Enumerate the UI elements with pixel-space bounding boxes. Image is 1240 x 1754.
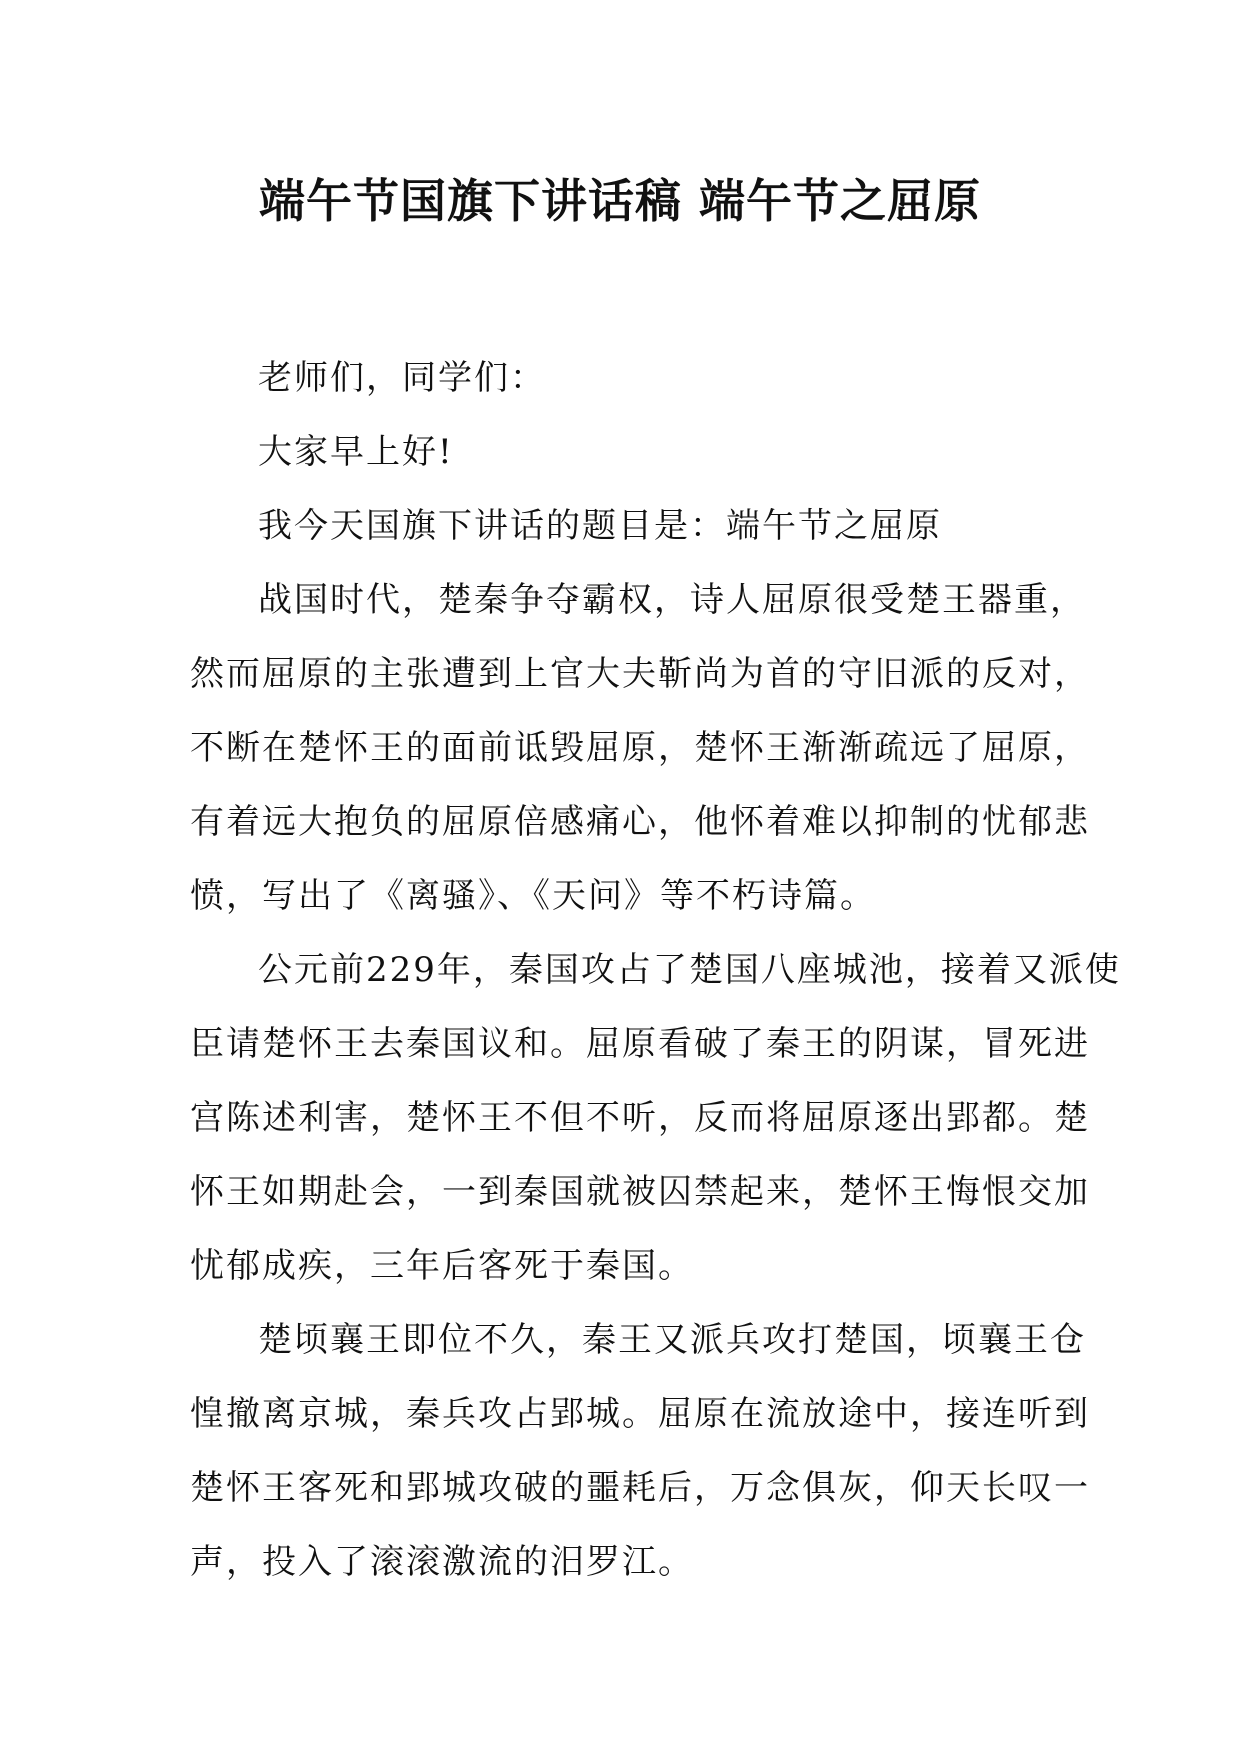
text-line: 怀王如期赴会，一到秦国就被囚禁起来，楚怀王悔恨交加 xyxy=(190,1172,1090,1212)
document-title: 端午节国旗下讲话稿 端午节之屈原 xyxy=(258,174,981,228)
text-line: 忧郁成疾，三年后客死于秦国。 xyxy=(190,1246,694,1286)
text-line: 公元前229年，秦国攻占了楚国八座城池，接着又派使 xyxy=(258,950,1121,990)
text-line: 臣请楚怀王去秦国议和。屈原看破了秦王的阴谋，冒死进 xyxy=(190,1024,1090,1064)
text-line: 有着远大抱负的屈原倍感痛心，他怀着难以抑制的忧郁悲 xyxy=(190,802,1090,842)
text-line: 楚顷襄王即位不久，秦王又派兵攻打楚国，顷襄王仓 xyxy=(258,1320,1086,1360)
text-line: 战国时代，楚秦争夺霸权，诗人屈原很受楚王器重， xyxy=(258,580,1086,620)
text-line: 老师们，同学们： xyxy=(258,358,546,398)
document-body xyxy=(190,341,1121,1599)
text-line: 宫陈述利害，楚怀王不但不听，反而将屈原逐出郢都。楚 xyxy=(190,1098,1090,1138)
text-line: 不断在楚怀王的面前诋毁屈原，楚怀王渐渐疏远了屈原， xyxy=(190,728,1090,768)
text-line: 我今天国旗下讲话的题目是：端午节之屈原 xyxy=(258,506,942,546)
text-line: 楚怀王客死和郢城攻破的噩耗后，万念俱灰，仰天长叹一 xyxy=(190,1468,1090,1508)
text-line: 声，投入了滚滚激流的汨罗江。 xyxy=(190,1542,694,1582)
text-line: 然而屈原的主张遭到上官大夫靳尚为首的守旧派的反对， xyxy=(190,654,1090,694)
text-line: 惶撤离京城，秦兵攻占郢城。屈原在流放途中，接连听到 xyxy=(190,1394,1090,1434)
text-line: 愤，写出了《离骚》、《天问》等不朽诗篇。 xyxy=(190,876,876,916)
text-line: 大家早上好! xyxy=(258,432,454,472)
